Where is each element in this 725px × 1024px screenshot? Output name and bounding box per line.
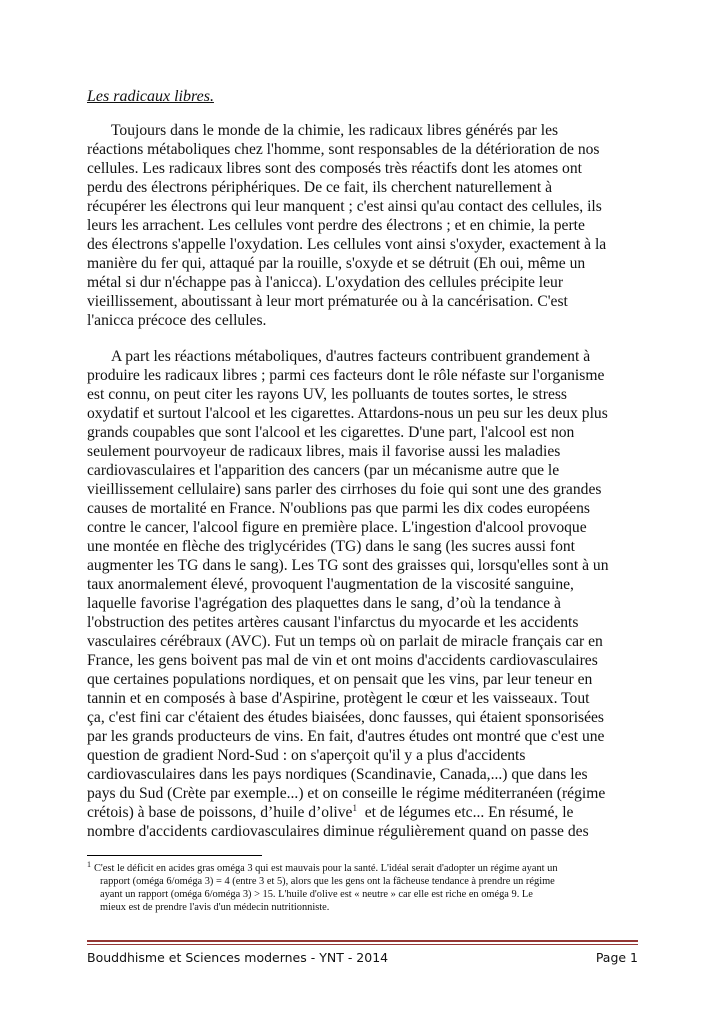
footnote-reference[interactable]: 1 [352, 802, 357, 813]
text-line: causes de mortalité en France. N'oublions pas que parmi les dix codes européens [87, 500, 590, 517]
footer-title: Bouddhisme et Sciences modernes - YNT - 2014 [87, 950, 389, 965]
text-line: l'anicca précoce des cellules. [87, 312, 267, 329]
footnote-text: C'est le déficit en acides gras oméga 3 qui est mauvais pour la santé. L'idéal serait d'adopter un régime ayant un [94, 863, 558, 874]
footnote-line: ayant un rapport (oméga 6/oméga 3) > 15. L'huile d'olive est « neutre » car elle est riche en oméga 9. Le [100, 889, 533, 900]
text-line: réactions métaboliques chez l'homme, sont responsables de la détérioration de nos [87, 141, 600, 158]
paragraph-1 [87, 121, 643, 330]
footnote-line: rapport (oméga 6/oméga 3) = 4 (entre 3 et 5), alors que les gens ont la fâcheuse tendance à prendre un régime [100, 876, 555, 887]
footer-rule [87, 940, 638, 942]
text-line: vasculaires cérébraux (AVC). Fut un temps où on parlait de miracle français car en [87, 633, 603, 650]
text-line: une montée en flèche des triglycérides (TG) dans le sang (les sucres aussi font [87, 538, 576, 555]
text-line: France, les gens boivent pas mal de vin et ont moins d'accidents cardiovasculaires [87, 652, 598, 669]
footer-rule [87, 944, 638, 945]
text-line-with-footnote [87, 803, 643, 822]
text-line: vieillissement cellulaire) sans parler des cirrhoses du foie qui sont une des grandes [87, 481, 602, 498]
text-line: taux anormalement élevé, provoquent l'augmentation de la viscosité sanguine, [87, 576, 574, 593]
text-line: Toujours dans le monde de la chimie, les radicaux libres générés par les [111, 122, 559, 139]
text-segment: et de légumes etc... En résumé, le [364, 804, 574, 821]
text-line: métal si dur n'échappe pas à l'anicca). L'oxydation des cellules précipite leur [87, 274, 564, 291]
text-line: vieillissement, aboutissant à leur mort prématurée ou à la cancérisation. C'est [87, 293, 568, 310]
text-line: laquelle favorise l'agrégation des plaquettes dans le sang, d’où la tendance à [87, 595, 561, 612]
text-segment: crétois) à base de poissons, d’huile d’olive [87, 804, 353, 821]
text-line: manière du fer qui, attaqué par la rouille, s'oxyde et se détruit (Eh oui, même un [87, 255, 586, 272]
text-line: est connu, on peut citer les rayons UV, les polluants de toutes sortes, le stress [87, 386, 568, 403]
section-title: Les radicaux libres. [87, 88, 214, 105]
text-line: ça, c'est fini car c'étaient des études biaisées, donc fausses, qui étaient sponsorisées [87, 709, 604, 726]
text-line: l'obstruction des petites artères causant l'infarctus du myocarde et les accidents [87, 614, 579, 631]
text-line: nombre d'accidents cardiovasculaires diminue régulièrement quand on passe des [87, 823, 589, 840]
text-line: grands coupables que sont l'alcool et les cigarettes. D'une part, l'alcool est non [87, 424, 575, 441]
text-line: tannin et en composés à base d'Aspirine, protègent le cœur et les vaisseaux. Tout [87, 690, 590, 707]
text-line: seulement pourvoyeur de radicaux libres, mais il favorise aussi les maladies [87, 443, 561, 460]
text-line: pays du Sud (Crète par exemple...) et on conseille le régime méditerranéen (régime [87, 785, 606, 802]
text-line: cellules. Les radicaux libres sont des composés très réactifs dont les atomes ont [87, 160, 582, 177]
text-line: A part les réactions métaboliques, d'autres facteurs contribuent grandement à [111, 348, 591, 365]
footnote-1 [87, 859, 643, 914]
text-line: oxydatif et surtout l'alcool et les cigarettes. Attardons-nous un peu sur les deux plus [87, 405, 608, 422]
text-line: augmenter les TG dans le sang). Les TG sont des graisses qui, lorsqu'elles sont à un [87, 557, 609, 574]
page-number: Page 1 [595, 950, 638, 965]
footnote-line: mieux est de prendre l'avis d'un médecin nutritionniste. [100, 902, 330, 913]
text-line: récupérer les électrons qui leur manquent ; c'est ainsi qu'au contact des cellules, ils [87, 198, 602, 215]
text-line: par les grands producteurs de vins. En fait, d'autres études ont montré que c'est une [87, 728, 605, 745]
text-line: leurs les arrachent. Les cellules vont perdre des électrons ; et en chimie, la perte [87, 217, 585, 234]
footnote-separator [87, 855, 262, 856]
text-line: question de gradient Nord-Sud : on s'aperçoit qu'il y a plus d'accidents [87, 747, 526, 764]
text-line: cardiovasculaires dans les pays nordiques (Scandinavie, Canada,...) que dans les [87, 766, 588, 783]
text-line: que certaines populations nordiques, et on pensait que les vins, par leur teneur en [87, 671, 593, 688]
text-line: contre le cancer, l'alcool figure en première place. L'ingestion d'alcool provoque [87, 519, 587, 536]
footnote-line [87, 859, 643, 875]
text-line: cardiovasculaires et l'apparition des cancers (par un mécanisme autre que le [87, 462, 560, 479]
text-line: des électrons s'appelle l'oxydation. Les cellules vont ainsi s'oxyder, exactement à la [87, 236, 607, 253]
text-line: produire les radicaux libres ; parmi ces facteurs dont le rôle néfaste sur l'organisme [87, 367, 605, 384]
text-line: perdu des électrons périphériques. De ce fait, ils cherchent naturellement à [87, 179, 553, 196]
footnote-mark: 1 [87, 859, 91, 869]
paragraph-2 [87, 347, 643, 841]
